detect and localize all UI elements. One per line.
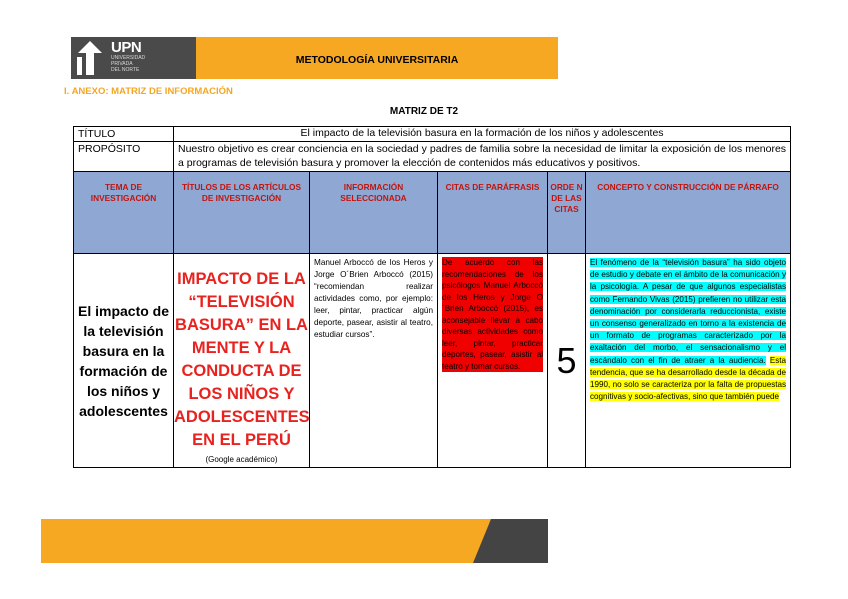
- article-title-cell: [174, 254, 310, 468]
- header-bar: [196, 37, 558, 79]
- proposito-row: [74, 142, 791, 172]
- titulo-row: [74, 127, 791, 142]
- logo-subtext: UNIVERSIDAD PRIVADA DEL NORTE: [111, 55, 146, 73]
- upn-logo-icon: [75, 41, 105, 75]
- column-header-row: [74, 172, 791, 254]
- titulo-label: TÍTULO: [74, 127, 174, 142]
- column-header-citas: CITAS DE PARÁFRASIS: [438, 172, 548, 254]
- titulo-value: El impacto de la televisión basura en la formación de los niños y adolescentes: [174, 127, 791, 142]
- proposito-label: PROPÓSITO: [74, 142, 174, 172]
- information-matrix-table: [73, 126, 791, 468]
- article-title: IMPACTO DE LA “TELEVISIÓN BASURA” EN LA MENTE Y LA CONDUCTA DE LOS NIÑOS Y ADOLESCENTES EN EL PERÚ: [174, 270, 310, 449]
- footer-orange-bar: [41, 519, 491, 563]
- column-header-tema: TEMA DE INVESTIGACIÓN: [74, 172, 174, 254]
- tema-cell: El impacto de la televisión basura en la formación de los niños y adolescentes: [74, 254, 174, 468]
- matrix-title: MATRIZ DE T2: [389, 106, 459, 117]
- cita-text: De acuerdo con las recomendaciones de los psicólogos Manuel Arboccó de los Heros y Jorge O´Brien Arboccó (2015), es aconsejable llevar a cabo diversas actividades como leer, pintar, practicar deportes, pasear, asistir al teatro y tomar cursos.: [442, 258, 543, 371]
- annex-heading: I. ANEXO: MATRIZ DE INFORMACIÓN: [64, 86, 233, 97]
- column-header-concepto: CONCEPTO Y CONSTRUCCIÓN DE PÁRRAFO: [586, 172, 791, 254]
- cita-cell: [438, 254, 548, 468]
- orden-cell: 5: [548, 254, 586, 468]
- concepto-cell: [586, 254, 791, 468]
- concepto-text-cyan: El fenómeno de la “televisión basura” ha sido objeto de estudio y debate en el ámbito de la comunicación y la psicología. A pesar de que algunos especialistas como Fernando Vivas (2015) prefieren no utilizar esta denominación por considerarla reduccionista, existe un consenso generalizado en torno a la existencia de un formato de programas caracterizado por la exaltación del morbo, el sensacionalismo y el escándalo con el fin de atraer a la audiencia.: [590, 258, 787, 365]
- table-row: [74, 254, 791, 468]
- course-title: METODOLOGÍA UNIVERSITARIA: [295, 54, 459, 66]
- column-header-titulos: TÍTULOS DE LOS ARTÍCULOS DE INVESTIGACIÓN: [174, 172, 310, 254]
- informacion-cell: Manuel Arboccó de los Heros y Jorge O´Brien Arboccó (2015) “recomiendan realizar actividades como, por ejemplo: leer, pintar, practicar algún deporte, pasear, asistir al teatro, estudiar cursos”.: [310, 254, 438, 468]
- article-source: (Google académico): [205, 455, 278, 464]
- university-logo: [71, 37, 196, 79]
- logo-text: UPN: [111, 39, 142, 56]
- proposito-value: Nuestro objetivo es crear conciencia en la sociedad y padres de familia sobre la necesidad de limitar la exposición de los menores a programas de televisión basura y promover la elección de contenidos más educativos y positivos.: [174, 142, 791, 172]
- concepto-text-yellow: Esta tendencia, que se ha desarrollado desde la década de 1990, no solo se caracteriza por la falta de propuestas cognitivas y socio-afectivas, sino que también puede: [590, 355, 787, 402]
- column-header-informacion: INFORMACIÓN SELECCIONADA: [310, 172, 438, 254]
- column-header-orden: ORDE N DE LAS CITAS: [548, 172, 586, 254]
